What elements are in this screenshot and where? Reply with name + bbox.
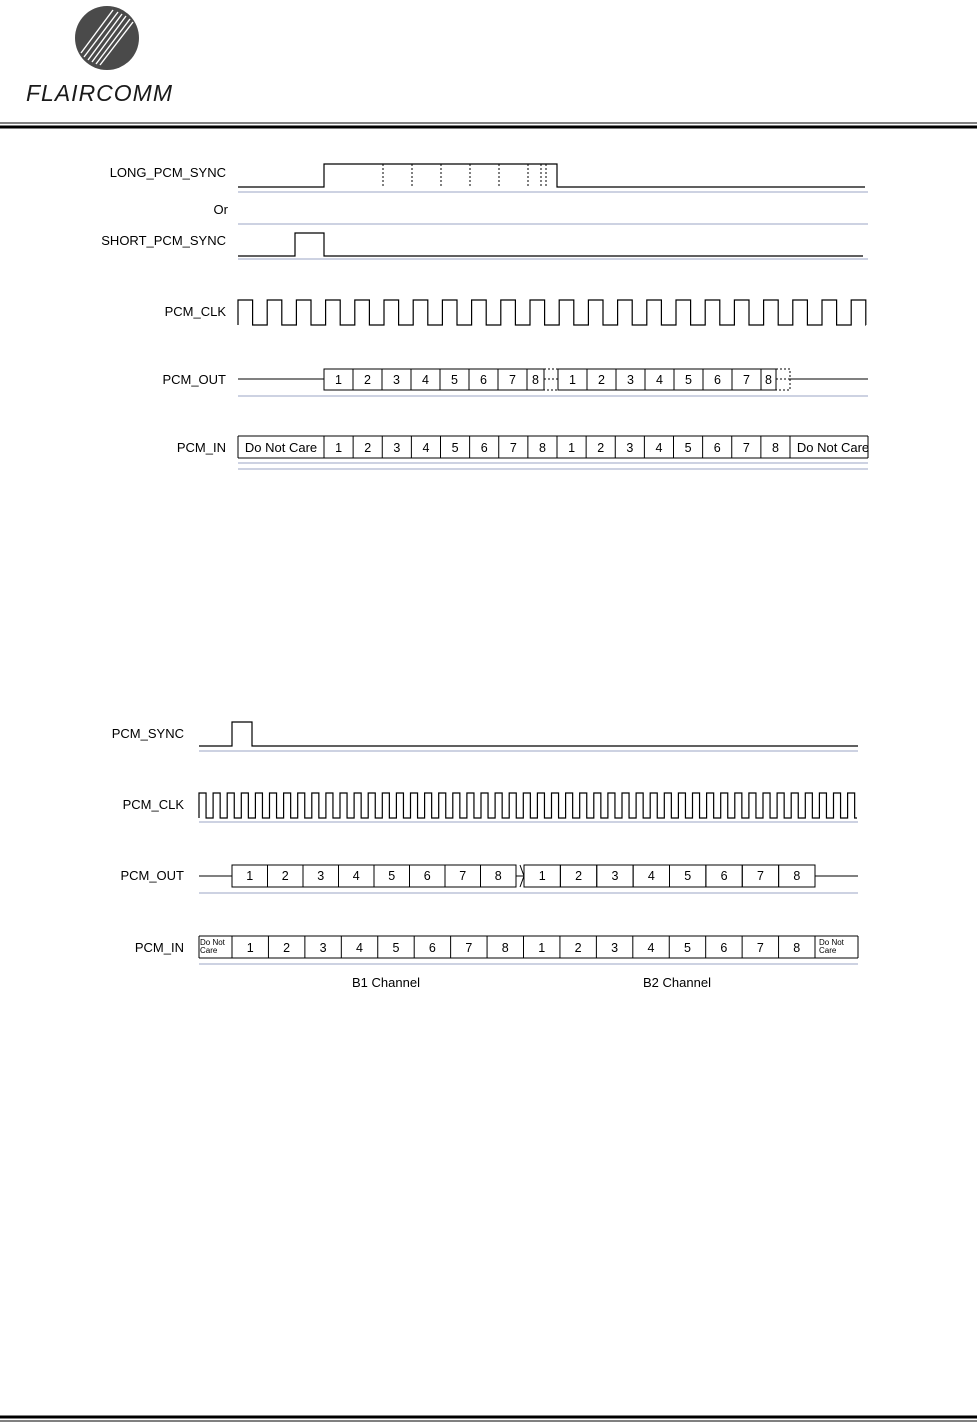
pcm-out2-b1-bit-label: 6	[423, 869, 431, 883]
pcm-out2-b2-bit-label: 5	[684, 869, 692, 883]
label-short-pcm-sync: SHORT_PCM_SYNC	[101, 233, 226, 248]
pcm-in-bit-label: 5	[451, 441, 459, 455]
pcm-out-frame2-bit-label: 1	[569, 373, 576, 387]
pcm-in-bit-label: 6	[480, 441, 488, 455]
footer-rule	[0, 1417, 977, 1421]
pcm-out2-b2-bit-label: 2	[575, 869, 583, 883]
pcm-out-frame2-bit-label: 3	[627, 373, 634, 387]
pcm-out-frame1-bit-label: 5	[451, 373, 458, 387]
figure-1-waveforms	[238, 164, 868, 469]
pcm-out-frame2-bit-label: 2	[598, 373, 605, 387]
pcm-out2-b2-bit-label: 4	[647, 869, 655, 883]
label-pcm-out: PCM_OUT	[162, 372, 226, 387]
figure-1-labels	[101, 165, 228, 455]
caption-b1-channel: B1 Channel	[352, 975, 420, 990]
pcm-in2-bit-label: 8	[501, 941, 509, 955]
pcm-sync-wave	[199, 722, 858, 746]
pcm-out-frame1-bit-label: 7	[509, 373, 516, 387]
pcm-in-bit-label: 4	[655, 441, 663, 455]
pcm-in-bit-label: 2	[597, 441, 605, 455]
pcm-out-frame1-bit-label: 3	[393, 373, 400, 387]
pcm-out2-b1-bit-label: 7	[459, 869, 467, 883]
label-pcm-in: PCM_IN	[176, 440, 226, 455]
label-pcm-out-2: PCM_OUT	[120, 868, 184, 883]
dont-care-right-2-line1: Do Not	[819, 938, 844, 947]
figure-2-waveforms	[199, 722, 858, 964]
pcm-in-bit-label: 4	[422, 441, 430, 455]
label-pcm-sync: PCM_SYNC	[111, 726, 184, 741]
header-rule	[0, 123, 977, 127]
dont-care-left: Do Not Care	[244, 440, 318, 455]
pcm-in2-bit-label: 6	[720, 941, 728, 955]
brand-name: FLAIRCOMM	[26, 80, 173, 106]
pcm-out-frame2-bit-label: 8	[765, 373, 772, 387]
label-long-pcm-sync: LONG_PCM_SYNC	[109, 165, 226, 180]
figure-2-pcm-clk-wave	[199, 793, 857, 818]
pcm-out2-b1-bit-label: 4	[352, 869, 360, 883]
pcm-out2-b1-bit-label: 8	[494, 869, 502, 883]
pcm-in2-bit-label: 4	[647, 941, 655, 955]
pcm-out-frame2-bit-label: 4	[656, 373, 663, 387]
label-or: Or	[213, 202, 228, 217]
pcm-in-bit-label: 1	[335, 441, 343, 455]
pcm-in2-bit-label: 8	[793, 941, 801, 955]
pcm-out2-b2-bit-label: 3	[611, 869, 619, 883]
figure-2-pcm-out-bits	[232, 865, 815, 887]
pcm-out2-b2-bit-label: 6	[720, 869, 728, 883]
pcm-out2-b1-bit-label: 5	[388, 869, 396, 883]
pcm-in2-bit-label: 3	[319, 941, 327, 955]
pcm-in2-bit-label: 2	[283, 941, 291, 955]
long-pcm-sync-wave	[238, 164, 865, 187]
dont-care-right-2-line2: Care	[819, 946, 837, 955]
logo-emblem-icon	[75, 6, 139, 70]
dont-care-right: Do Not Care	[796, 440, 870, 455]
label-pcm-in-2: PCM_IN	[134, 940, 184, 955]
pcm-out-frame1-bit-label: 1	[335, 373, 342, 387]
label-pcm-clk: PCM_CLK	[164, 304, 226, 319]
pcm-clk-trace	[238, 300, 866, 325]
pcm-out-frame1-bit-label: 4	[422, 373, 429, 387]
pcm-clk-trace-2	[199, 793, 857, 818]
pcm-in2-bit-label: 7	[756, 941, 764, 955]
pcm-in2-bit-label: 6	[428, 941, 436, 955]
pcm-in-bit-label: 7	[509, 441, 517, 455]
figure-1-pcm-in-bits	[324, 436, 779, 458]
company-logo	[26, 6, 173, 106]
pcm-out-frame2-bit-label: 7	[743, 373, 750, 387]
pcm-in2-bit-label: 4	[356, 941, 364, 955]
pcm-out2-b1-bit-label: 3	[317, 869, 325, 883]
dont-care-left-2-line2: Care	[200, 946, 218, 955]
pcm-in2-bit-label: 1	[538, 941, 546, 955]
pcm-out-frame1-bit-label: 8	[532, 373, 539, 387]
figure-1-pcm-clk-wave	[238, 300, 866, 325]
short-pcm-sync-wave	[238, 233, 863, 256]
pcm-in-bit-label: 3	[626, 441, 634, 455]
pcm-out2-b1-bit-label: 1	[246, 869, 254, 883]
pcm-in-bit-label: 5	[684, 441, 692, 455]
pcm-out-frame2-bit-label: 5	[685, 373, 692, 387]
pcm-out-frame2-bit-label: 6	[714, 373, 721, 387]
pcm-in-bit-label: 1	[568, 441, 576, 455]
pcm-in-bit-label: 8	[771, 441, 779, 455]
pcm-in2-bit-label: 1	[246, 941, 254, 955]
pcm-out-frame1-bit-label: 6	[480, 373, 487, 387]
pcm-in2-bit-label: 7	[465, 941, 473, 955]
caption-b2-channel: B2 Channel	[643, 975, 711, 990]
pcm-in-bit-label: 8	[538, 441, 546, 455]
pcm-out2-b2-bit-label: 1	[538, 869, 546, 883]
pcm-in2-bit-label: 2	[574, 941, 582, 955]
pcm-out2-b2-bit-label: 8	[793, 869, 801, 883]
pcm-out2-b1-bit-label: 2	[281, 869, 289, 883]
figure-2-pcm-in-bits	[232, 936, 800, 958]
dont-care-left-2-line1: Do Not	[200, 938, 225, 947]
pcm-in2-bit-label: 3	[611, 941, 619, 955]
figure-2-labels	[112, 726, 185, 955]
pcm-out2-b2-bit-label: 7	[756, 869, 764, 883]
pcm-in-bit-label: 2	[364, 441, 372, 455]
pcm-in2-bit-label: 5	[392, 941, 400, 955]
pcm-in2-bit-label: 5	[683, 941, 691, 955]
pcm-in-bit-label: 7	[742, 441, 750, 455]
pcm-out-frame1-bit-label: 2	[364, 373, 371, 387]
label-pcm-clk-2: PCM_CLK	[122, 797, 184, 812]
pcm-in-bit-label: 3	[393, 441, 401, 455]
pcm-in-bit-label: 6	[713, 441, 721, 455]
